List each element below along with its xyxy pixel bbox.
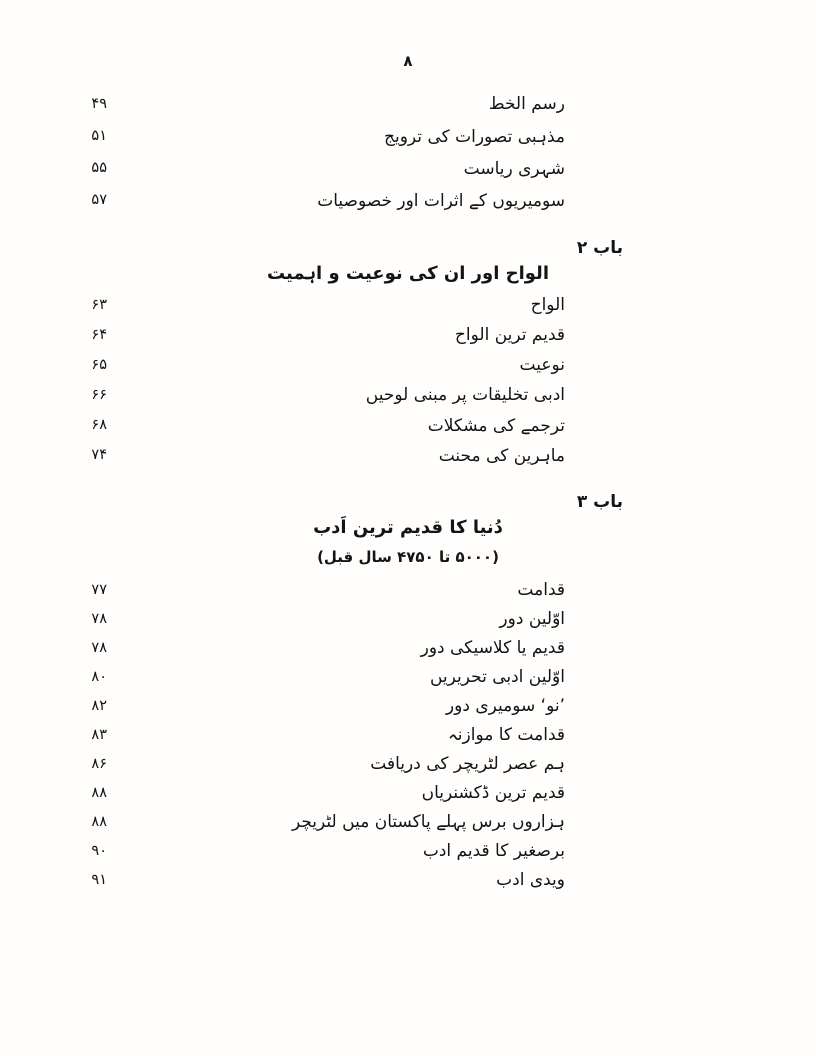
chapter-3-title: دُنیا کا قدیم ترین اَدب xyxy=(313,517,503,538)
toc-entry xyxy=(91,633,623,662)
toc-entry xyxy=(91,184,623,216)
chapter-3-label: باب ۳ xyxy=(576,492,623,512)
entry-title: قدیم ترین الواح xyxy=(454,325,565,345)
toc-entry xyxy=(91,290,623,320)
page-number: ۸ xyxy=(403,52,413,70)
entry-title: قدیم ترین ڈکشنریاں xyxy=(421,782,565,803)
entry-title: قدامت کا موازنہ xyxy=(447,725,565,745)
entry-title: رسم الخط xyxy=(488,94,565,114)
chapter-2-entries xyxy=(91,290,623,470)
toc-entry xyxy=(91,440,623,470)
toc-entry xyxy=(91,749,623,778)
entry-title: برصغیر کا قدیم ادب xyxy=(422,840,565,861)
toc-entry xyxy=(91,350,623,380)
entry-title: قدامت xyxy=(517,579,565,600)
entry-title: ترجمے کی مشکلات xyxy=(427,415,565,436)
entry-page: ۸۰ xyxy=(91,668,107,685)
toc-entry xyxy=(91,152,623,184)
toc-entry xyxy=(91,380,623,410)
entry-page: ۴۹ xyxy=(91,96,107,112)
entry-page: ۵۵ xyxy=(91,160,107,176)
entry-page: ۵۷ xyxy=(91,192,107,208)
entry-page: ۹۱ xyxy=(91,871,107,888)
toc-entry xyxy=(91,778,623,807)
entry-title: ادبی تخلیقات پر مبنی لوحیں xyxy=(365,385,565,405)
toc-entry xyxy=(91,662,623,691)
entry-title: مذہبی تصورات کی ترویج xyxy=(384,126,565,147)
entry-page: ۸۲ xyxy=(91,697,107,714)
toc-entry xyxy=(91,575,623,604)
entry-page: ۵۱ xyxy=(91,128,107,144)
toc-section-chapter-2 xyxy=(91,235,623,470)
entry-page: ۶۶ xyxy=(91,387,107,403)
toc-entry xyxy=(91,720,623,749)
chapter-3-subtitle: (۵۰۰۰ تا ۴۷۵۰ سال قبل) xyxy=(317,548,499,566)
toc-section-chapter-3 xyxy=(91,489,623,894)
entry-page: ۶۳ xyxy=(91,297,107,313)
entry-page: ۷۸ xyxy=(91,639,107,656)
entry-title: قدیم یا کلاسیکی دور xyxy=(420,637,565,658)
entry-title: شہری ریاست xyxy=(463,158,565,179)
entry-page: ۸۸ xyxy=(91,813,107,830)
entry-page: ۶۵ xyxy=(91,357,107,373)
entry-page: ۶۸ xyxy=(91,417,107,433)
toc-section-1 xyxy=(91,88,623,216)
entry-page: ۷۴ xyxy=(91,447,107,463)
entry-page: ۸۳ xyxy=(91,726,107,743)
toc-entry xyxy=(91,120,623,152)
toc-entry xyxy=(91,836,623,865)
toc-entry xyxy=(91,865,623,894)
entry-page: ۹۰ xyxy=(91,842,107,859)
entry-title: ہزاروں برس پہلے پاکستان میں لٹریچر xyxy=(291,812,565,832)
entry-title: اوّلین ادبی تحریریں xyxy=(429,666,565,687)
entry-title: الواح xyxy=(530,295,565,315)
entry-page: ۷۷ xyxy=(91,581,107,598)
toc-entry xyxy=(91,410,623,440)
entry-title: نوعیت xyxy=(519,355,565,375)
toc-entry xyxy=(91,88,623,120)
entry-title: ماہرین کی محنت xyxy=(438,445,565,466)
entry-page: ۷۸ xyxy=(91,610,107,627)
toc-entry xyxy=(91,604,623,633)
entry-title: اوّلین دور xyxy=(499,608,565,629)
toc-entry xyxy=(91,807,623,836)
entry-page: ۶۴ xyxy=(91,327,107,343)
chapter-2-title: الواح اور ان کی نوعیت و اہمیت xyxy=(266,263,549,284)
entry-title: ویدی ادب xyxy=(496,869,565,890)
chapter-3-entries xyxy=(91,575,623,894)
entry-title: ’نو‘ سومیری دور xyxy=(445,695,565,716)
entry-page: ۸۶ xyxy=(91,755,107,772)
entry-title: سومیریوں کے اثرات اور خصوصیات xyxy=(317,190,565,211)
toc-entry xyxy=(91,320,623,350)
table-of-contents xyxy=(91,88,623,894)
entry-title: ہم عصر لٹریچر کی دریافت xyxy=(370,754,565,774)
entry-page: ۸۸ xyxy=(91,784,107,801)
chapter-2-label: باب ۲ xyxy=(576,238,623,258)
toc-entry xyxy=(91,691,623,720)
